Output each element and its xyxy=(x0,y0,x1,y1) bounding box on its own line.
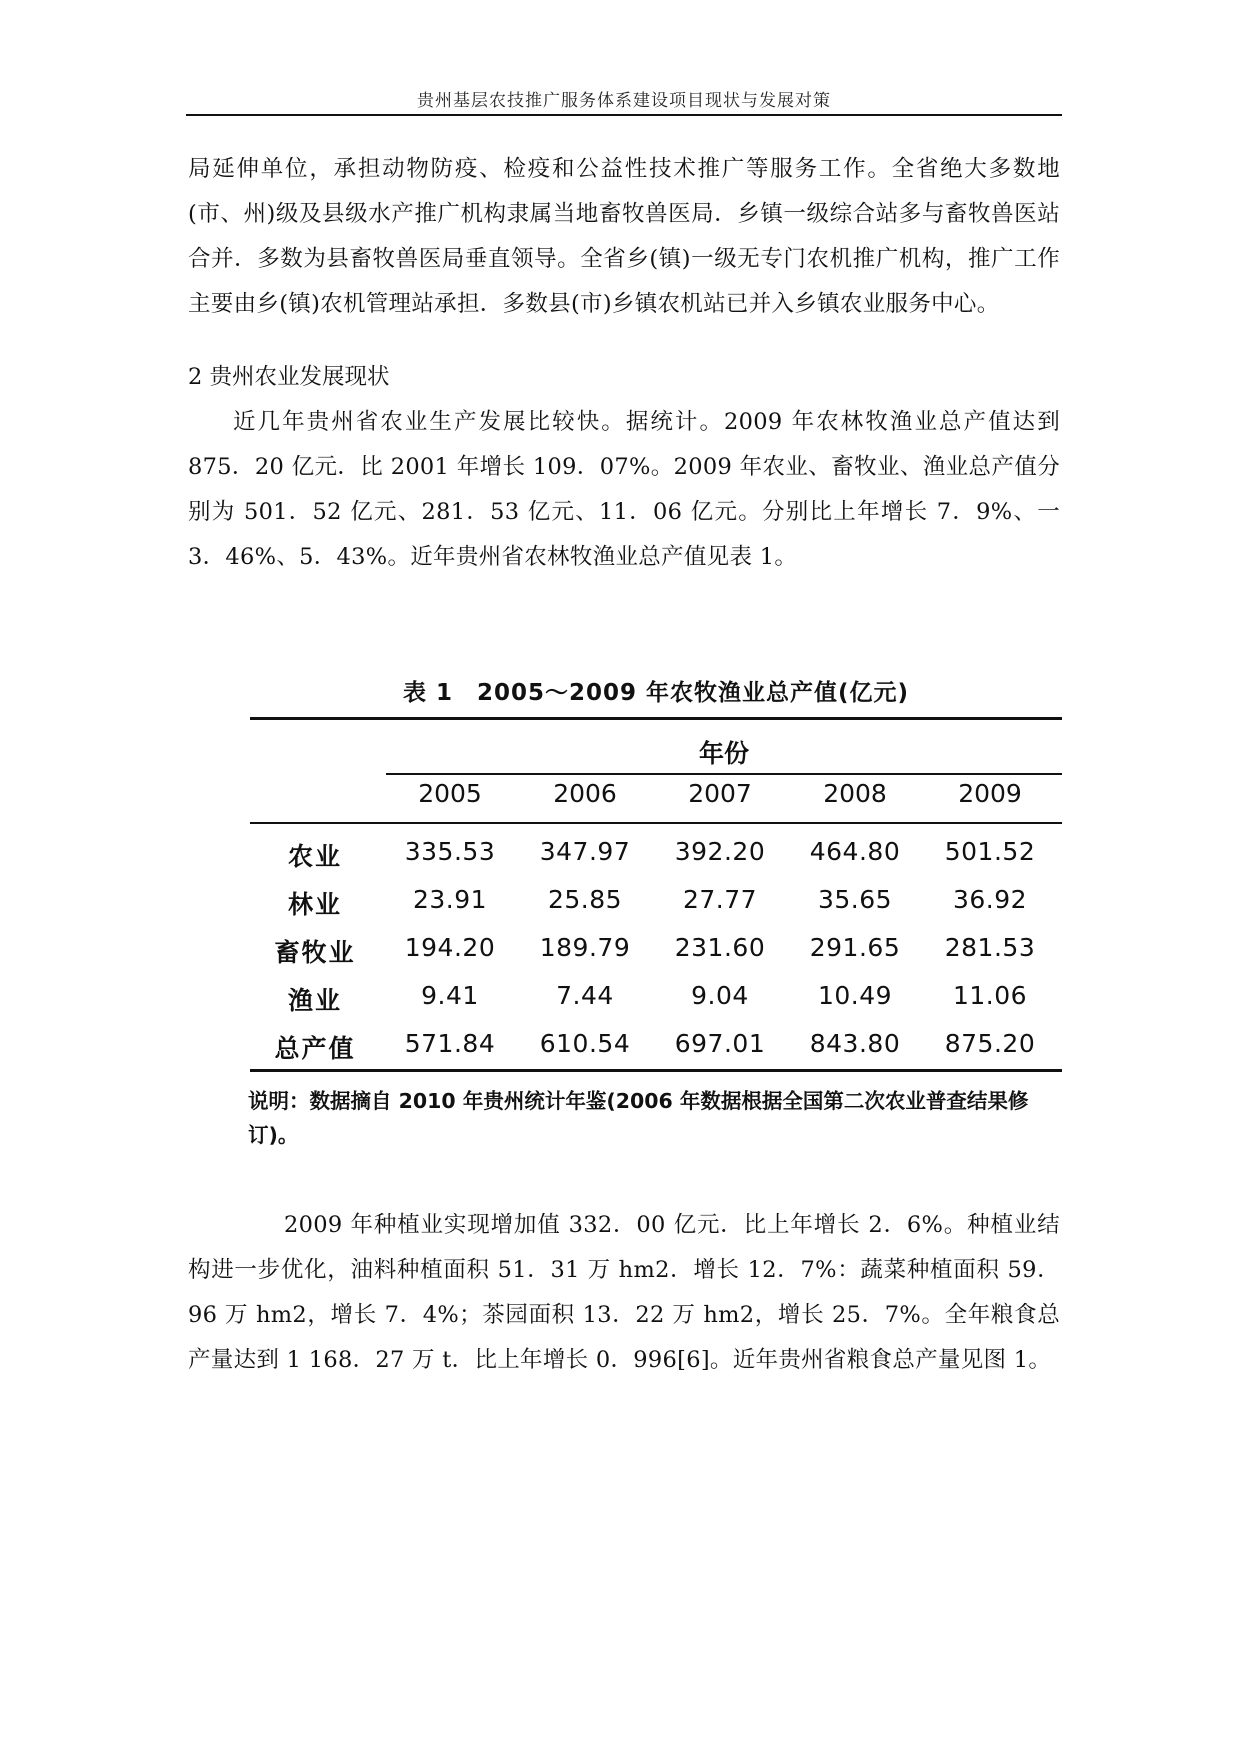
paragraph-3: 2009 年种植业实现增加值 332．00 亿元．比上年增长 2．6%。种植业结构进一步优化，油料种植面积 51．31 万 hm2．增长 12．7%：蔬菜种植面积 59．96 万 hm2，增长 7．4%；茶园面积 13．22 万 hm2，增长 25．7%。全年粮食总产量达到 1 168．27 万 t．比上年增长 0．996[6]。近年贵州省粮食总产量见图 1。 xyxy=(188,1212,1060,1373)
table-caption: 表 1 2005～2009 年农牧渔业总产值(亿元) xyxy=(402,680,910,706)
row-label: 农业 xyxy=(287,842,342,871)
table-top-rule xyxy=(250,717,1062,720)
table-header-rule xyxy=(250,822,1062,824)
table-cell: 23.91 xyxy=(412,885,488,914)
table-cell: 36.92 xyxy=(952,885,1028,914)
table-cell: 291.65 xyxy=(809,933,901,962)
table-cell: 194.20 xyxy=(404,933,496,962)
table-cell: 347.97 xyxy=(539,837,631,866)
year-header: 2005 xyxy=(418,779,482,808)
year-header: 2007 xyxy=(688,779,752,808)
table-cell: 25.85 xyxy=(547,885,623,914)
header-rule xyxy=(186,114,1062,116)
table-cell: 35.65 xyxy=(817,885,893,914)
year-header: 2006 xyxy=(553,779,617,808)
table-cell: 610.54 xyxy=(539,1029,631,1058)
year-header: 2008 xyxy=(823,779,887,808)
table-cell: 9.04 xyxy=(691,981,749,1010)
section-heading: 2 贵州农业发展现状 xyxy=(188,364,390,390)
table-year-group-rule xyxy=(386,773,1062,775)
table-cell: 189.79 xyxy=(539,933,631,962)
running-header: 贵州基层农技推广服务体系建设项目现状与发展对策 xyxy=(417,91,831,111)
year-header: 2009 xyxy=(958,779,1022,808)
row-label: 总产值 xyxy=(274,1034,356,1063)
table-cell: 9.41 xyxy=(421,981,479,1010)
row-label: 林业 xyxy=(287,890,342,919)
table-cell: 335.53 xyxy=(404,837,496,866)
table-cell: 697.01 xyxy=(674,1029,766,1058)
table-cell: 7.44 xyxy=(556,981,614,1010)
table-group-header: 年份 xyxy=(698,739,749,768)
row-label: 畜牧业 xyxy=(274,938,356,967)
table-bottom-rule xyxy=(250,1069,1062,1072)
table-cell: 843.80 xyxy=(809,1029,901,1058)
paragraph-2: 近几年贵州省农业生产发展比较快。据统计。2009 年农林牧渔业总产值达到 875．20 亿元．比 2001 年增长 109．07%。2009 年农业、畜牧业、渔业总产值分别为 501．52 亿元、281．53 亿元、11．06 亿元。分别比上年增长 7．9%、一 3．46%、5．43%。近年贵州省农林牧渔业总产值见表 1。 xyxy=(188,409,1060,570)
paragraph-1: 局延伸单位，承担动物防疫、检疫和公益性技术推广等服务工作。全省绝大多数地(市、州)级及县级水产推广机构隶属当地畜牧兽医局．乡镇一级综合站多与畜牧兽医站合并．多数为县畜牧兽医局垂直领导。全省乡(镇)一级无专门农机推广机构，推广工作主要由乡(镇)农机管理站承担．多数县(市)乡镇农机站已并入乡镇农业服务中心。 xyxy=(188,156,1060,317)
table-cell: 571.84 xyxy=(404,1029,496,1058)
row-label: 渔业 xyxy=(287,986,342,1015)
table-cell: 875.20 xyxy=(944,1029,1036,1058)
table-cell: 11.06 xyxy=(952,981,1028,1010)
table-cell: 10.49 xyxy=(817,981,893,1010)
table-cell: 392.20 xyxy=(674,837,766,866)
table-note: 说明：数据摘自 2010 年贵州统计年鉴(2006 年数据根据全国第二次农业普查结果修订)。 xyxy=(248,1089,1029,1147)
table-cell: 464.80 xyxy=(809,837,901,866)
table-cell: 501.52 xyxy=(944,837,1036,866)
table-cell: 231.60 xyxy=(674,933,766,962)
table-cell: 27.77 xyxy=(682,885,758,914)
table-cell: 281.53 xyxy=(944,933,1036,962)
